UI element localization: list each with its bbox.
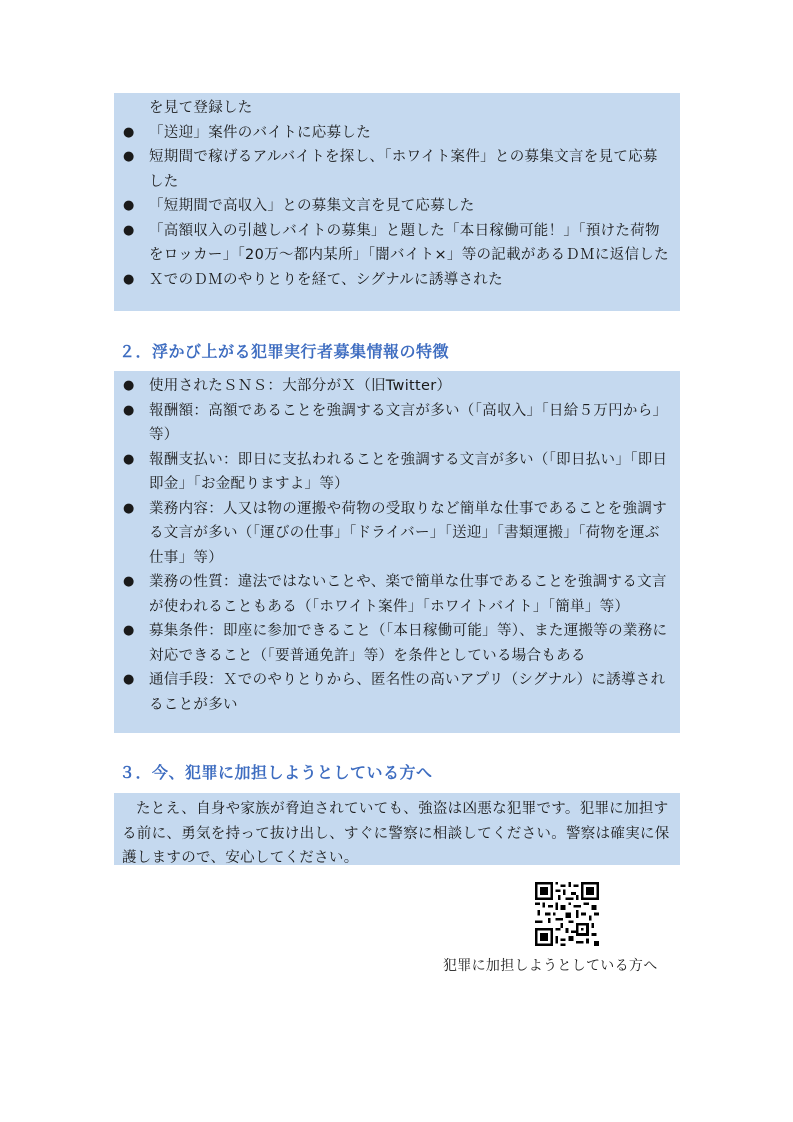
applicant-behaviors-list [122,121,672,293]
applicant-behaviors-box [114,93,680,311]
bullet-icon: ● [123,124,135,140]
list-item: ● 使用されたＳＮＳ：大部分がＸ（旧Twitter） [122,374,672,399]
bullet-icon: ● [123,271,135,287]
appeal-box [114,793,680,865]
list-item: ● 業務の性質：違法ではないことや、楽で簡単な仕事であることを強調する文言が使われることもある（「ホワイト案件」「ホワイトバイト」「簡単」等） [122,570,672,619]
qr-caption: 犯罪に加担しようとしている方へ [443,958,658,974]
appeal-paragraph: たとえ、自身や家族が脅迫されていても、強盗は凶悪な犯罪です。犯罪に加担する前に、勇気を持って抜け出し、すぐに警察に相談してください。警察は確実に保護しますので、安心してください。 [122,801,670,866]
list-item: ● 募集条件：即座に参加できること（「本日稼働可能」等）、また運搬等の業務に対応できること（「要普通免許」等）を条件としている場合もある [122,619,672,668]
bullet-icon: ● [123,402,135,418]
qr-code-icon[interactable] [535,882,599,946]
bullet-icon: ● [123,623,135,638]
list-item: ● ＸでのＤＭのやりとりを経て、シグナルに誘導された [122,268,672,293]
list-item: ● 業務内容：人又は物の運搬や荷物の受取りなど簡単な仕事であることを強調する文言が多い（「運びの仕事」「ドライバー」「送迎」「書類運搬」「荷物を運ぶ仕事」等） [122,497,672,571]
list-item: ● 短期間で稼げるアルバイトを探し、「ホワイト案件」との募集文言を見て応募した [122,145,672,194]
bullet-icon: ● [123,500,135,516]
bullet-icon: ● [123,574,135,589]
bullet-icon: ● [123,672,135,687]
section-3-heading: ３．今、犯罪に加担しようとしている方へ [119,763,433,782]
bullet-icon: ● [123,222,135,238]
list-item: ● 「高額収入の引越しバイトの募集」と題した「本日稼働可能！」「預けた荷物をロッカー」「20万～都内某所」「闇バイト×」等の記載があるＤＭに返信した [122,219,672,268]
recruitment-features-list [122,374,672,717]
list-item: ● 「送迎」案件のバイトに応募した [122,121,672,146]
recruitment-features-box [114,371,680,733]
bullet-icon: ● [123,149,135,164]
list-item: ● 報酬額：高額であることを強調する文言が多い（「高収入」「日給５万円から」等） [122,399,672,448]
section-2-heading: ２．浮かび上がる犯罪実行者募集情報の特徴 [119,342,450,361]
bullet-icon: ● [123,378,135,393]
list-item: ● 「短期間で高収入」との募集文言を見て応募した [122,194,672,219]
list-item: ● 報酬支払い：即日に支払われることを強調する文言が多い（「即日払い」「即日即金」「お金配りますよ」等） [122,448,672,497]
continuation-text: を見て登録した [149,100,253,116]
list-item: ● 通信手段：Ｘでのやりとりから、匿名性の高いアプリ（シグナル）に誘導されることが多い [122,668,672,717]
bullet-icon: ● [123,451,135,467]
bullet-icon: ● [123,198,135,213]
